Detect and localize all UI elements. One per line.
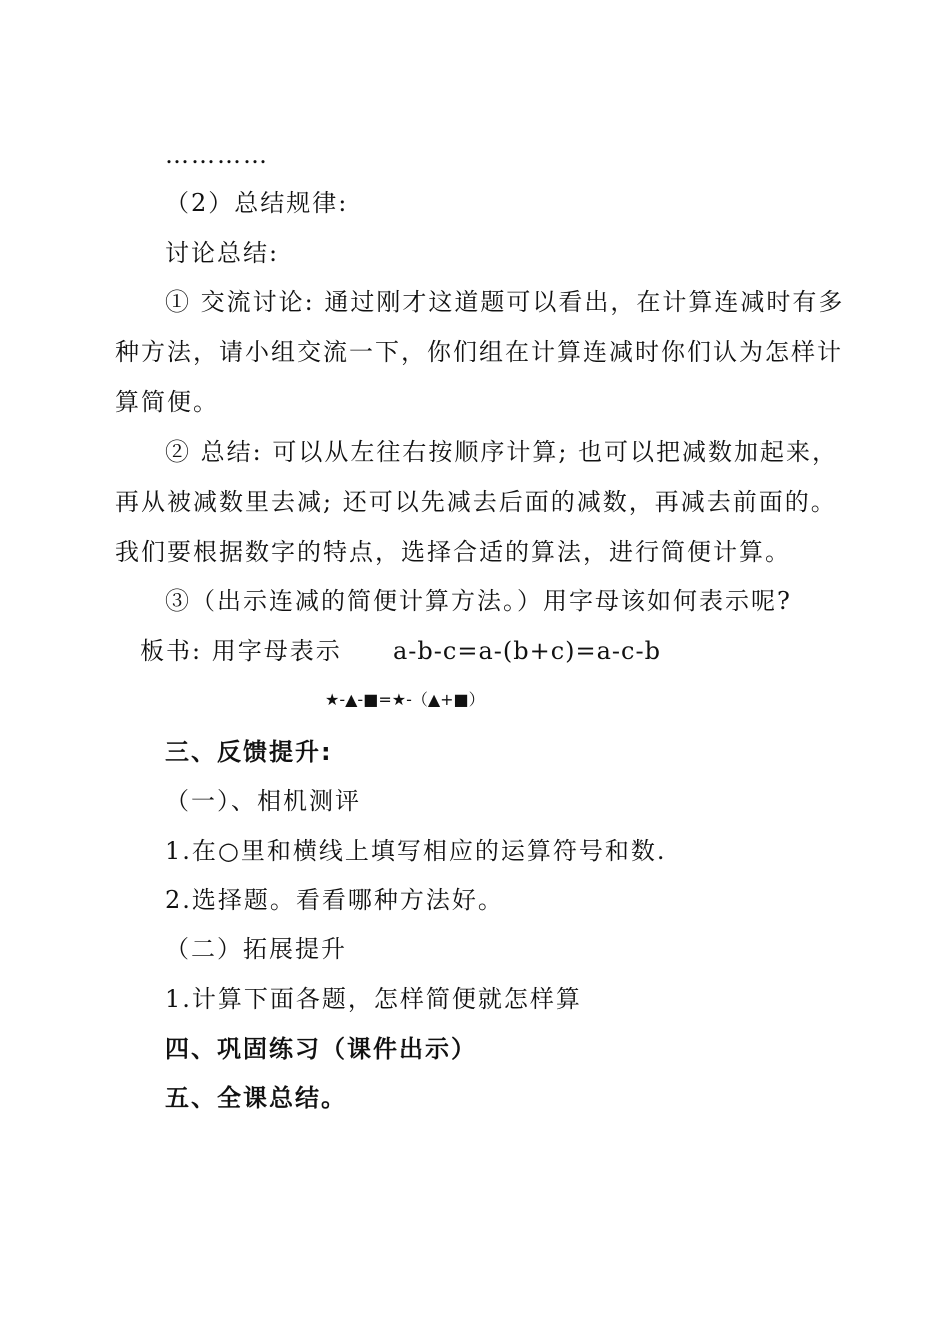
section-4-heading: 四、巩固练习（课件出示）	[165, 1035, 477, 1063]
subsection-2-heading: （二）拓展提升	[165, 935, 347, 963]
paragraph-2-line-1: ② 总结: 可以从左往右按顺序计算; 也可以把减数加起来，	[165, 438, 839, 466]
paragraph-3-line-1: ③（出示连减的简便计算方法。）用字母该如何表示呢?	[165, 587, 792, 615]
list-item-3: 1.计算下面各题，怎样简便就怎样算	[165, 985, 582, 1013]
ellipsis-line: …………	[165, 141, 269, 169]
paragraph-1-line-1: ① 交流讨论: 通过刚才这道题可以看出，在计算连减时有多	[165, 288, 845, 316]
paragraph-2-line-3: 我们要根据数字的特点，选择合适的算法，进行简便计算。	[115, 538, 791, 566]
section-5-heading: 五、全课总结。	[165, 1084, 347, 1112]
paragraph-1-line-3: 算简便。	[115, 388, 219, 416]
paragraph-2-line-2: 再从被减数里去减; 还可以先减去后面的减数，再减去前面的。	[115, 488, 837, 516]
list-item-2: 2.选择题。看看哪种方法好。	[165, 886, 504, 914]
board-formula: a-b-c=a-(b+c)=a-c-b	[393, 637, 661, 665]
subsection-1-heading: （一）、相机测评	[165, 787, 361, 815]
symbol-formula: ★-▲-■=★-（▲+■）	[325, 690, 485, 709]
summary-heading: （2）总结规律:	[165, 189, 349, 217]
board-label: 板书: 用字母表示	[140, 637, 342, 665]
paragraph-1-line-2: 种方法，请小组交流一下，你们组在计算连减时你们认为怎样计	[115, 338, 843, 366]
discussion-label: 讨论总结:	[165, 239, 280, 267]
section-3-heading: 三、反馈提升:	[165, 738, 333, 766]
list-item-1: 1.在○里和横线上填写相应的运算符号和数.	[165, 837, 667, 865]
